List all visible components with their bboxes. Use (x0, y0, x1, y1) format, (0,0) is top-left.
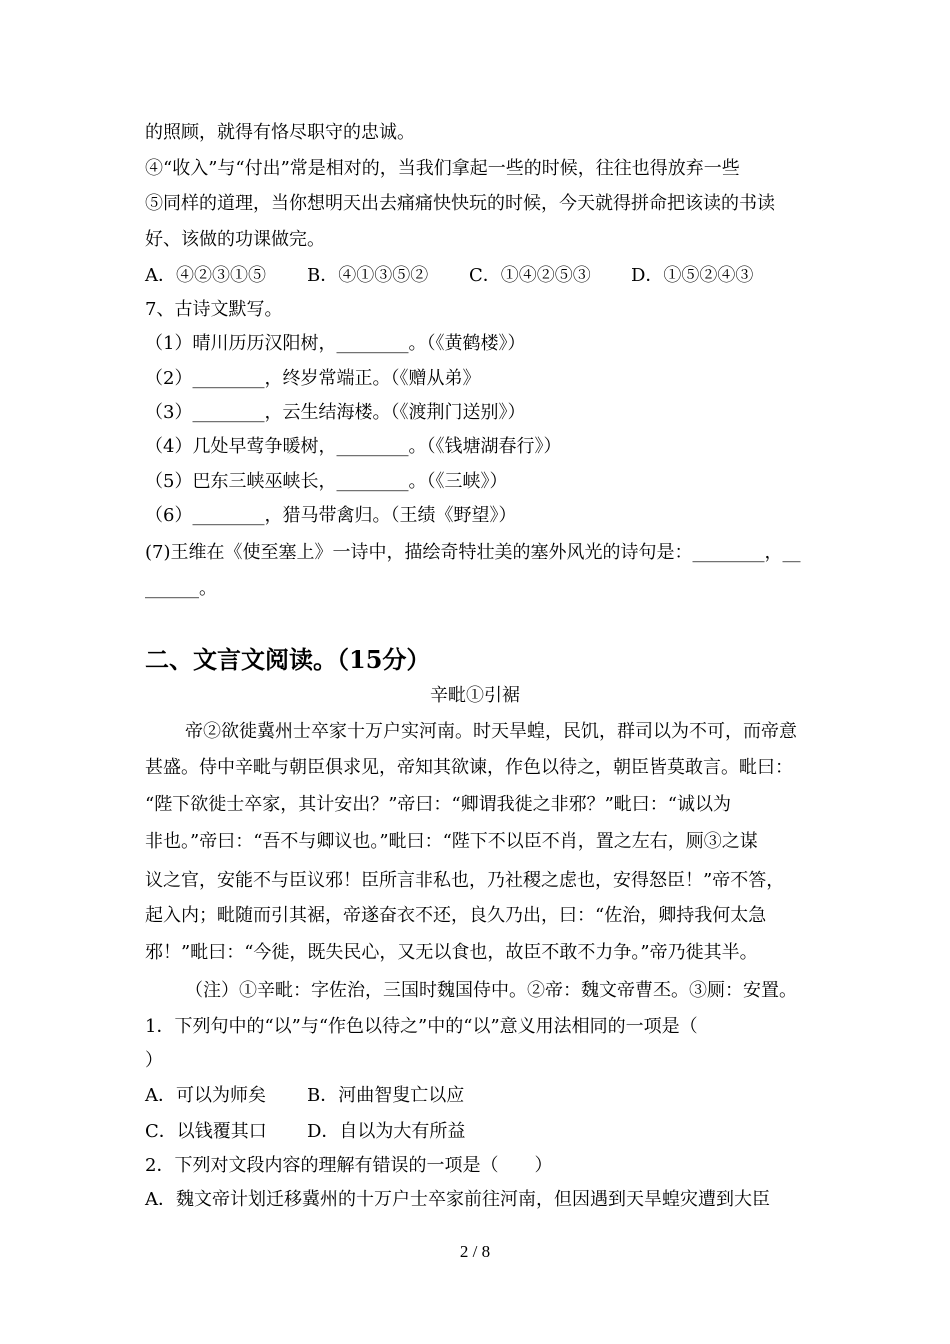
q7-item: （2）________，终岁常端正。（《赠从弟》 (145, 368, 481, 389)
option-d: D．①⑤②④③ (631, 265, 754, 286)
q7-item: （3）________，云生结海楼。（《渡荆门送别》） (145, 402, 526, 423)
text-line: ④“收入”与“付出”常是相对的，当我们拿起一些的时候，往往也得放弃一些 (145, 158, 740, 179)
text-line: ⑤同样的道理，当你想明天出去痛痛快快玩的时候，今天就得拼命把该读的书读 (145, 193, 775, 214)
q7-item: （5）巴东三峡巫峡长，________。（《三峡》） (145, 471, 508, 492)
passage-line: 邪！”毗曰：“今徙，既失民心，又无以食也，故臣不敢不力争。”帝乃徙其半。 (145, 942, 758, 963)
q1-stem-cont: ） (145, 1050, 163, 1071)
q7-item-7: (7)王维在《使至塞上》一诗中，描绘奇特壮美的塞外风光的诗句是：________，__ (145, 542, 801, 563)
option-d: D．自以为大有所益 (307, 1121, 466, 1142)
q2-option-a: A．魏文帝计划迁移冀州的十万户士卒家前往河南，但因遇到天旱蝗灾遭到大臣 (145, 1189, 770, 1210)
option-a: A．可以为师矣 (145, 1085, 266, 1106)
page-number: 2 / 8 (459, 1242, 491, 1261)
passage-line: 帝②欲徙冀州士卒家十万户实河南。时天旱蝗，民饥，群司以为不可，而帝意 (185, 721, 797, 742)
q7-item: （4）几处早莺争暖树，________。（《钱塘湖春行》） (145, 436, 562, 457)
passage-line: 甚盛。侍中辛毗与朝臣俱求见，帝知其欲谏，作色以待之，朝臣皆莫敢言。毗曰： (145, 757, 793, 778)
option-c: C．①④②⑤③ (469, 265, 591, 286)
q7-item-7-cont: ______。 (145, 578, 217, 599)
passage-line: 议之官，安能不与臣议邪！臣所言非私也，乃社稷之虑也，安得怒臣！”帝不答， (145, 870, 785, 891)
q1-options-row (145, 1120, 465, 1144)
q1-stem: 1．下列句中的“以”与“作色以待之”中的“以”意义用法相同的一项是（ (145, 1016, 698, 1037)
text-line: 好、该做的功课做完。 (145, 229, 325, 250)
q7-title: 7、古诗文默写。 (145, 299, 283, 320)
q6-options (145, 264, 753, 288)
passage-note: （注）①辛毗：字佐治，三国时魏国侍中。②帝：魏文帝曹丕。③厕：安置。 (185, 980, 797, 1001)
text-line: 的照顾，就得有恪尽职守的忠诚。 (145, 122, 415, 143)
option-a: A．④②③①⑤ (145, 265, 266, 286)
q1-options-row (145, 1084, 464, 1108)
section-heading: 二、文言文阅读。（15分） (145, 645, 431, 674)
q2-stem: 2．下列对文段内容的理解有错误的一项是（ ） (145, 1155, 553, 1176)
q7-item: （6）________，猎马带禽归。（王绩《野望》） (145, 505, 517, 526)
passage-line: 起入内；毗随而引其裾，帝遂奋衣不还，良久乃出，曰：“佐治，卿持我何太急 (145, 905, 767, 926)
option-b: B．④①③⑤② (307, 265, 429, 286)
passage-title: 辛毗①引裾 (430, 685, 520, 706)
option-c: C．以钱覆其口 (145, 1121, 267, 1142)
q7-item: （1）晴川历历汉阳树，________。（《黄鹤楼》） (145, 333, 526, 354)
passage-line: 非也。”帝曰：“吾不与卿议也。”毗曰：“陛下不以臣不肖，置之左右，厕③之谋 (145, 831, 758, 852)
passage-line: “陛下欲徙士卒家，其计安出？”帝曰：“卿谓我徙之非邪？”毗曰：“诚以为 (145, 794, 732, 815)
option-b: B．河曲智叟亡以应 (307, 1085, 465, 1106)
